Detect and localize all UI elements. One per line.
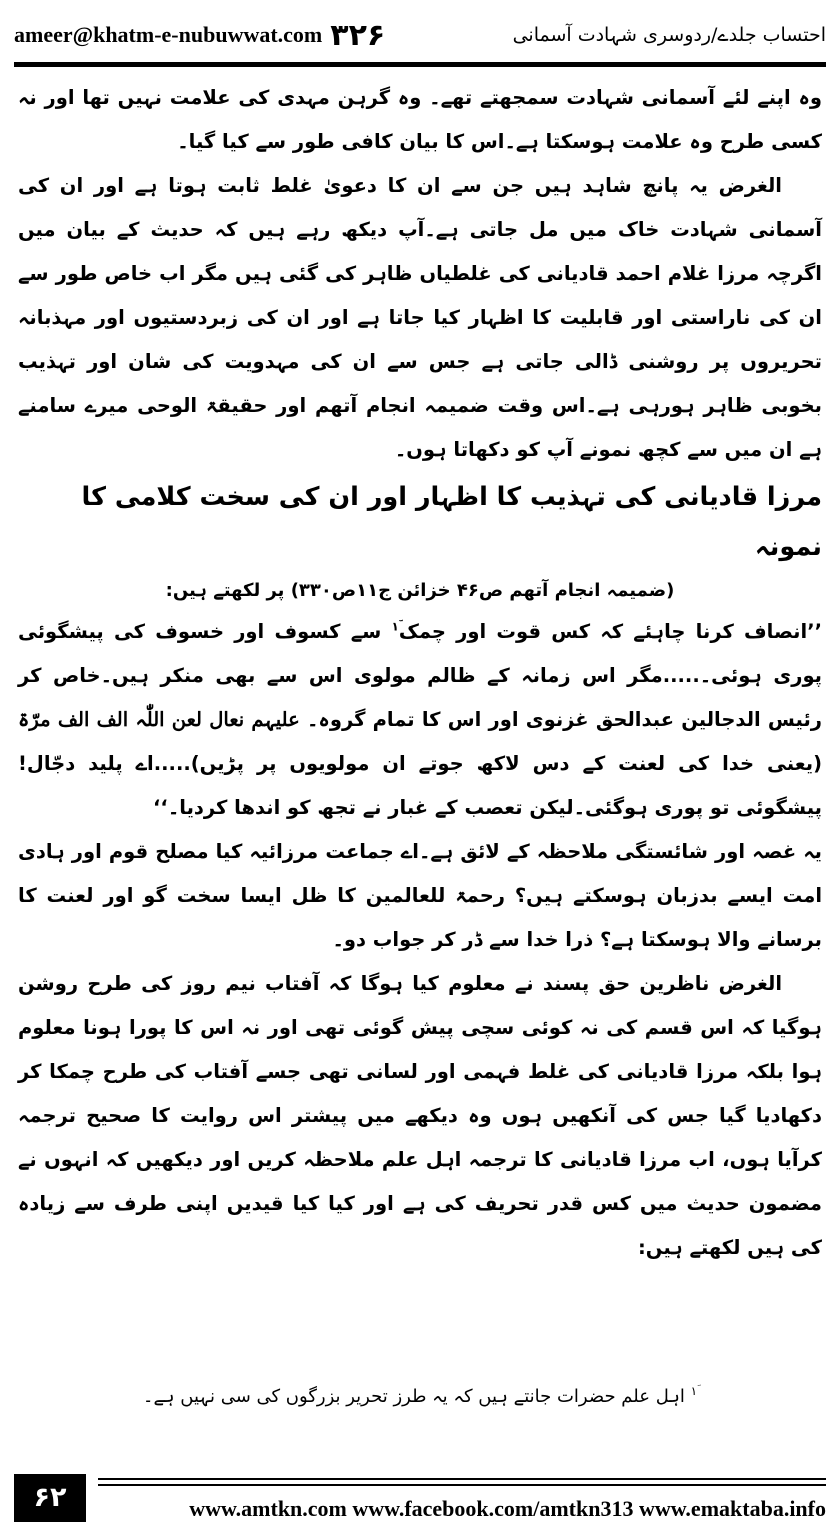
citation: (ضمیمہ انجام آتھم ص۴۶ خزائن ج۱۱ص۳۳۰) پر لکھتے ہیں: — [165, 580, 675, 601]
footnote-marker: ؔ۱ — [391, 619, 399, 634]
footnote-text: اہل علم حضرات جانتے ہیں کہ یہ طرز تحریر بزرگوں کی سی نہیں ہے۔ — [142, 1386, 691, 1407]
paragraph-3: یہ غصہ اور شائستگی ملاحظہ کے لائق ہے۔اے جماعت مرزائیہ کیا مصلح قوم اور ہادی امت ایسے بدزبان ہوسکتے ہیں؟ رحمۃ للعالمین کا ظل ایسا سخت گو اور لعنت کا برسانے والا ہوسکتا ہے؟ ذرا خدا سے ڈر کر جواب دو۔ — [18, 840, 823, 951]
footnote-marker-bottom: ؔ۱ — [690, 1384, 698, 1398]
section-heading: مرزا قادیانی کی تہذیب کا اظہار اور ان کی سخت کلامی کا نمونہ — [81, 482, 822, 562]
page-footer — [14, 1474, 826, 1530]
footer-rules — [98, 1478, 826, 1490]
quote-block — [18, 610, 822, 830]
paragraph-1: وہ اپنے لئے آسمانی شہادت سمجھتے تھے۔ وہ گرہن مہدی کی علامت نہیں تھا اور نہ کسی طرح وہ علامت ہوسکتا ہے۔اس کا بیان کافی طور سے کیا گیا۔ — [18, 86, 822, 153]
header-left — [14, 18, 385, 53]
page-body — [18, 76, 822, 1270]
paragraph-2: الغرض یہ پانچ شاہد ہیں جن سے ان کا دعویٰ غلط ثابت ہوتا ہے اور ان کی آسمانی شہادت خاک میں مل جاتی ہے۔آپ دیکھ رہے ہیں کہ حدیث کے بیان میں اگرچہ مرزا غلام احمد قادیانی کی غلطیاں ظاہر کی گئی ہیں مگر اب خاص طور سے ان کی ناراستی اور قابلیت کا اظہار کیا جاتا ہے اور ان کی زبردستیوں اور مہذبانہ تحریروں پر روشنی ڈالی جاتی ہے جس سے ان کی مہدویت کی شان اور تہذیب بخوبی ظاہر ہورہی ہے۔اس وقت ضمیمہ انجام آتھم اور حقیقۃ الوحی میرے سامنے ہے ان میں سے کچھ نمونے آپ کو دکھاتا ہوں۔ — [18, 174, 822, 461]
quote-part-3: (یعنی خدا کی لعنت کے دس لاکھ جوتے ان مولویوں پر پڑیں).....اے پلید دجّال!پیشگوئی تو پوری ہوگئی۔لیکن تعصب کے غبار نے تجھ کو اندھا کردیا۔‘‘ — [18, 752, 822, 819]
page-header — [14, 12, 826, 58]
running-title: احتساب جلدے/ردوسری شہادت آسمانی — [512, 24, 826, 46]
header-page-number: ۳۲۶ — [330, 17, 386, 53]
quote-part-2: سے کسوف اور خسوف کی پیشگوئی پوری ہوئی۔.....مگر اس زمانہ کے ظالم مولوی اس سے بھی منکر ہیں۔خاص کر رئیس الدجالین عبدالحق غزنوی اور اس کا تمام گروہ۔ — [18, 620, 822, 731]
quote-part-1: ’’انصاف کرنا چاہئے کہ کس قوت اور چمک — [398, 620, 823, 643]
quote-arabic: علیہم نعال لعن اللّٰہ الف الف مرّۃ — [18, 708, 300, 731]
header-rule — [14, 62, 826, 67]
paragraph-4: الغرض ناظرین حق پسند نے معلوم کیا ہوگا کہ آفتاب نیم روز کی طرح روشن ہوگیا کہ اس قسم کی نہ کوئی سچی پیش گوئی تھی اور نہ اس کا پورا ہونا معلوم ہوا بلکہ مرزا قادیانی کی غلط فہمی اور لسانی تھی جسے آفتاب کی طرح چمکا کر دکھادیا گیا جس کی آنکھیں ہوں وہ دیکھے میں پیشتر اس روایت کا صحیح ترجمہ کرآیا ہوں، اب مرزا قادیانی کا ترجمہ اہل علم ملاحظہ کریں اور دیکھیں کہ انہوں نے مضمون حدیث میں کس قدر تحریف کی ہے اور کیا کیا قیدیں اپنی طرف سے زیادہ کی ہیں لکھتے ہیں: — [18, 972, 822, 1259]
footnote — [18, 1386, 822, 1407]
header-email: ameer@khatm-e-nubuwwat.com — [14, 22, 323, 47]
footer-page-number: ۶۲ — [14, 1474, 86, 1522]
footer-links: www.amtkn.com www.facebook.com/amtkn313 www.emaktaba.info — [189, 1496, 826, 1521]
